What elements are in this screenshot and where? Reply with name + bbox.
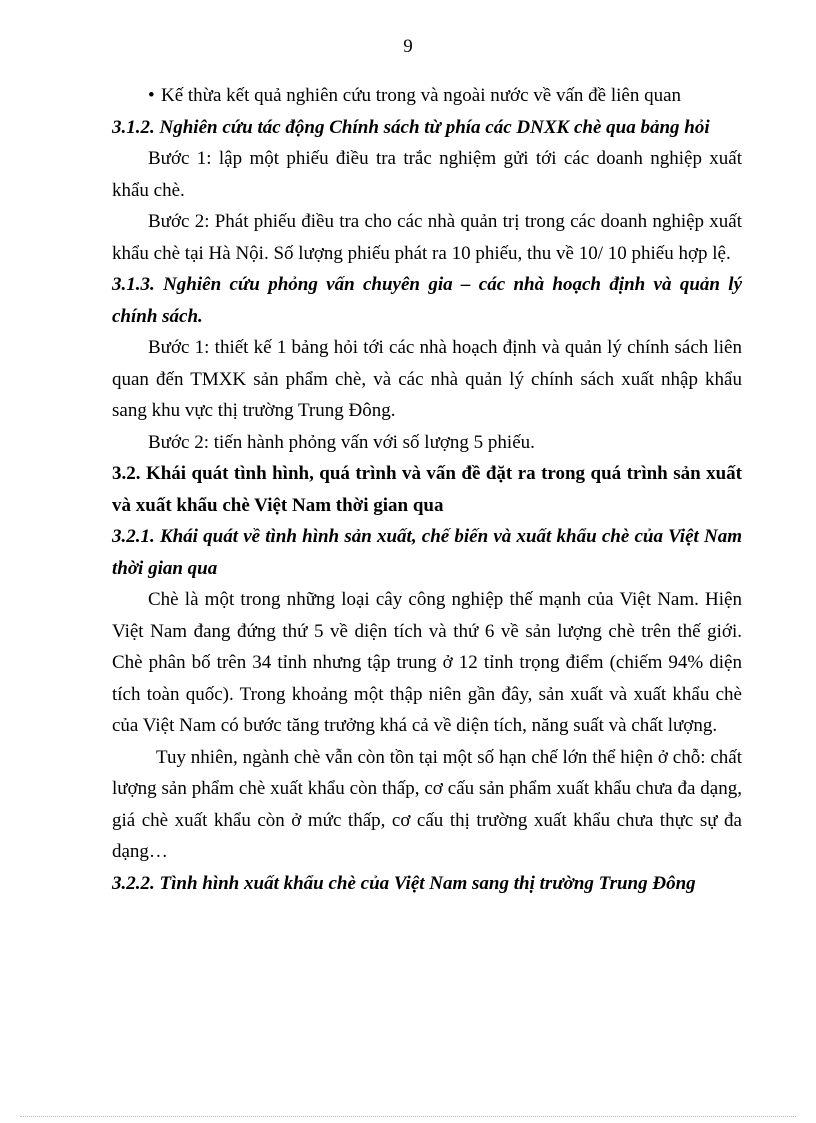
- bullet-text: Kế thừa kết quả nghiên cứu trong và ngoài nước về vấn đề liên quan: [161, 85, 682, 106]
- step2-paragraph-a: Bước 2: Phát phiếu điều tra cho các nhà quản trị trong các doanh nghiệp xuất khẩu chè tại Hà Nội. Số lượng phiếu phát ra 10 phiếu, thu về 10/ 10 phiếu hợp lệ.: [112, 211, 742, 264]
- step1-paragraph-a: Bước 1: lập một phiếu điều tra trắc nghiệm gửi tới các doanh nghiệp xuất khẩu chè.: [112, 148, 742, 201]
- body-paragraph-1: Chè là một trong những loại cây công nghiệp thế mạnh của Việt Nam. Hiện Việt Nam đang đứng thứ 5 về diện tích và thứ 6 về sản lượng chè trên thế giới. Chè phân bố trên 34 tỉnh nhưng tập trung ở 12 tỉnh trọng điểm (chiếm 94% diện tích toàn quốc). Trong khoảng một thập niên gần đây, sản xuất và xuất khẩu chè của Việt Nam có bước tăng trưởng khá cả về diện tích, năng suất và chất lượng.: [112, 589, 742, 736]
- bullet-item: [112, 80, 742, 112]
- bullet-icon: •: [148, 85, 155, 106]
- step2-paragraph-b: Bước 2: tiến hành phỏng vấn với số lượng 5 phiếu.: [148, 431, 535, 453]
- heading-3-2-2: 3.2.2. Tình hình xuất khẩu chè của Việt Nam sang thị trường Trung Đông: [112, 872, 696, 894]
- step1-paragraph-b: Bước 1: thiết kế 1 bảng hỏi tới các nhà hoạch định và quản lý chính sách liên quan đến TMXK sản phẩm chè, và các nhà quản lý chính sách xuất nhập khẩu sang khu vực thị trường Trung Đông.: [112, 337, 742, 421]
- heading-3-2-1: 3.2.1. Khái quát về tình hình sản xuất, chế biến và xuất khẩu chè của Việt Nam thời gian qua: [112, 526, 742, 579]
- page-number: 9: [403, 36, 413, 57]
- page-bottom-divider: [20, 1116, 796, 1117]
- heading-3-1-3: 3.1.3. Nghiên cứu phỏng vấn chuyên gia – các nhà hoạch định và quản lý chính sách.: [112, 274, 742, 327]
- heading-3-2: 3.2. Khái quát tình hình, quá trình và vấn đề đặt ra trong quá trình sản xuất và xuất khẩu chè Việt Nam thời gian qua: [112, 463, 742, 516]
- heading-3-1-2: 3.1.2. Nghiên cứu tác động Chính sách từ phía các DNXK chè qua bảng hỏi: [112, 116, 710, 138]
- body-paragraph-2: Tuy nhiên, ngành chè vẫn còn tồn tại một số hạn chế lớn thể hiện ở chỗ: chất lượng sản phẩm chè xuất khẩu còn thấp, cơ cấu sản phẩm xuất khẩu chưa đa dạng, giá chè xuất khẩu còn ở mức thấp, cơ cấu thị trường xuất khẩu chưa thực sự đa dạng…: [112, 746, 742, 862]
- page-content: [112, 80, 742, 899]
